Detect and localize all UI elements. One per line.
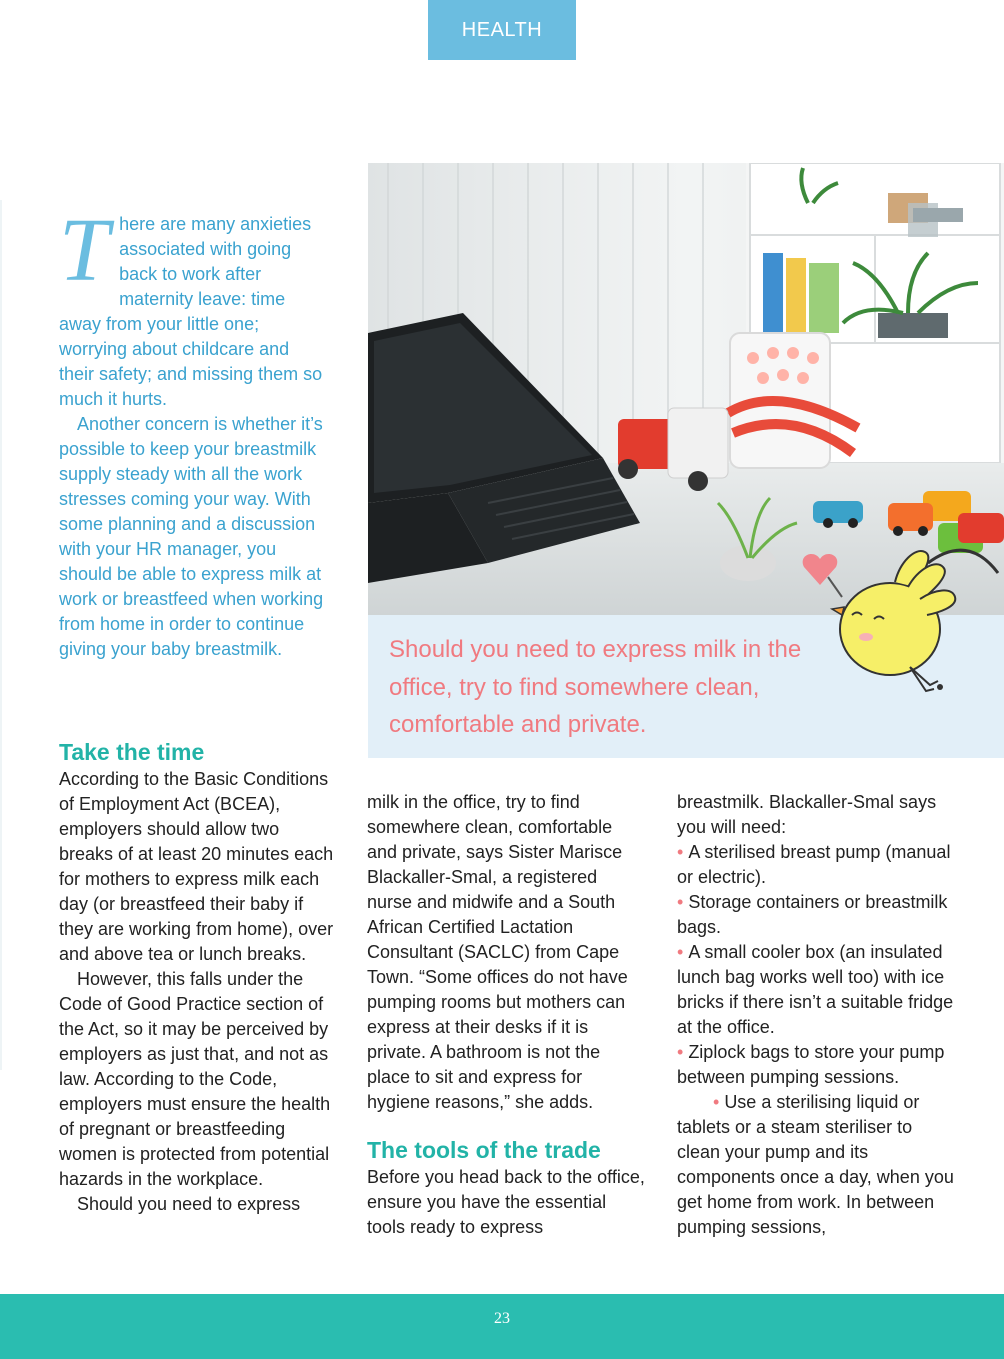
list-item: [677, 890, 957, 940]
bullet-icon: •: [713, 1092, 720, 1112]
column-two: [367, 790, 647, 1240]
drop-cap: T: [59, 201, 110, 300]
column-three: [677, 790, 957, 1240]
intro-text: [59, 201, 329, 662]
section-tag: HEALTH: [428, 0, 576, 60]
bullet-icon: •: [677, 1042, 684, 1062]
list-item-text: A small cooler box (an insulated lunch bag works well too) with ice bricks if there isn’t a suitable fridge at the office.: [677, 942, 954, 1037]
column-one: [59, 737, 334, 1217]
col1-paragraph: However, this falls under the Code of Good Practice section of the Act, so it may be perceived by employers as just that, and not as law. According to the Code, employers must ensure the health of pregnant or breastfeeding women is protected from potential hazards in the workplace.: [59, 969, 331, 1189]
intro-first-paragraph: [59, 201, 329, 412]
list-item-text: Storage containers or breastmilk bags.: [677, 892, 948, 937]
col2-paragraph: Before you head back to the office, ensure you have the essential tools ready to express: [367, 1167, 645, 1237]
list-item-text: Use a sterilising liquid or tablets or a steam steriliser to clean your pump and its components once a day, when you get home from work. In between pumping sessions,: [677, 1092, 954, 1237]
pull-quote: Should you need to express milk in the office, try to find somewhere clean, comfortable and private.: [389, 636, 802, 738]
col1-paragraph: According to the Basic Conditions of Employment Act (BCEA), employers should allow two breaks of at least 20 minutes each for mothers to express milk each day (or breastfeed their baby if they are working from home), over and above tea or lunch breaks.: [59, 769, 334, 964]
yellow-bird-heart-illustration: [790, 537, 1004, 712]
list-item: [677, 1090, 957, 1240]
col3-paragraph: breastmilk. Blackaller-Smal says you will need:: [677, 792, 937, 837]
list-item-text: Ziplock bags to store your pump between pumping sessions.: [677, 1042, 945, 1087]
col2-paragraph: milk in the office, try to find somewhere clean, comfortable and private, says Sister Marisce Blackaller-Smal, a registered nurse and midwife and a South African Certified Lactation Consultant (SACLC) from Cape Town. “Some offices do not have pumping rooms but mothers can express at their desks if it is private. A bathroom is not the place to sit and express for hygiene reasons,” she adds.: [367, 792, 628, 1112]
intro-first-text: here are many anxieties associated with going back to work after maternity leave: time away from your little one; worrying about childcare and their safety; and missing them so much it hurts.: [59, 214, 323, 409]
list-item: [677, 1040, 957, 1090]
list-item: [677, 840, 957, 890]
bullet-icon: •: [677, 842, 684, 862]
bullet-icon: •: [677, 942, 684, 962]
list-item-text: A sterilised breast pump (manual or electric).: [677, 842, 951, 887]
bullet-icon: •: [677, 892, 684, 912]
list-item: [677, 940, 957, 1040]
page-number: 23: [494, 1310, 510, 1327]
page-edge-rule: [0, 200, 2, 1070]
intro-second-paragraph: Another concern is whether it’s possible to keep your breastmilk supply steady with all the work stresses coming your way. With some planning and a discussion with your HR manager, you should be able to express milk at work or breastfeed when working from home in order to continue giving your baby breastmilk.: [59, 414, 324, 659]
heading-take-the-time: Take the time: [59, 739, 205, 765]
col1-paragraph: Should you need to express: [77, 1194, 301, 1214]
heading-tools-of-the-trade: The tools of the trade: [367, 1137, 601, 1163]
